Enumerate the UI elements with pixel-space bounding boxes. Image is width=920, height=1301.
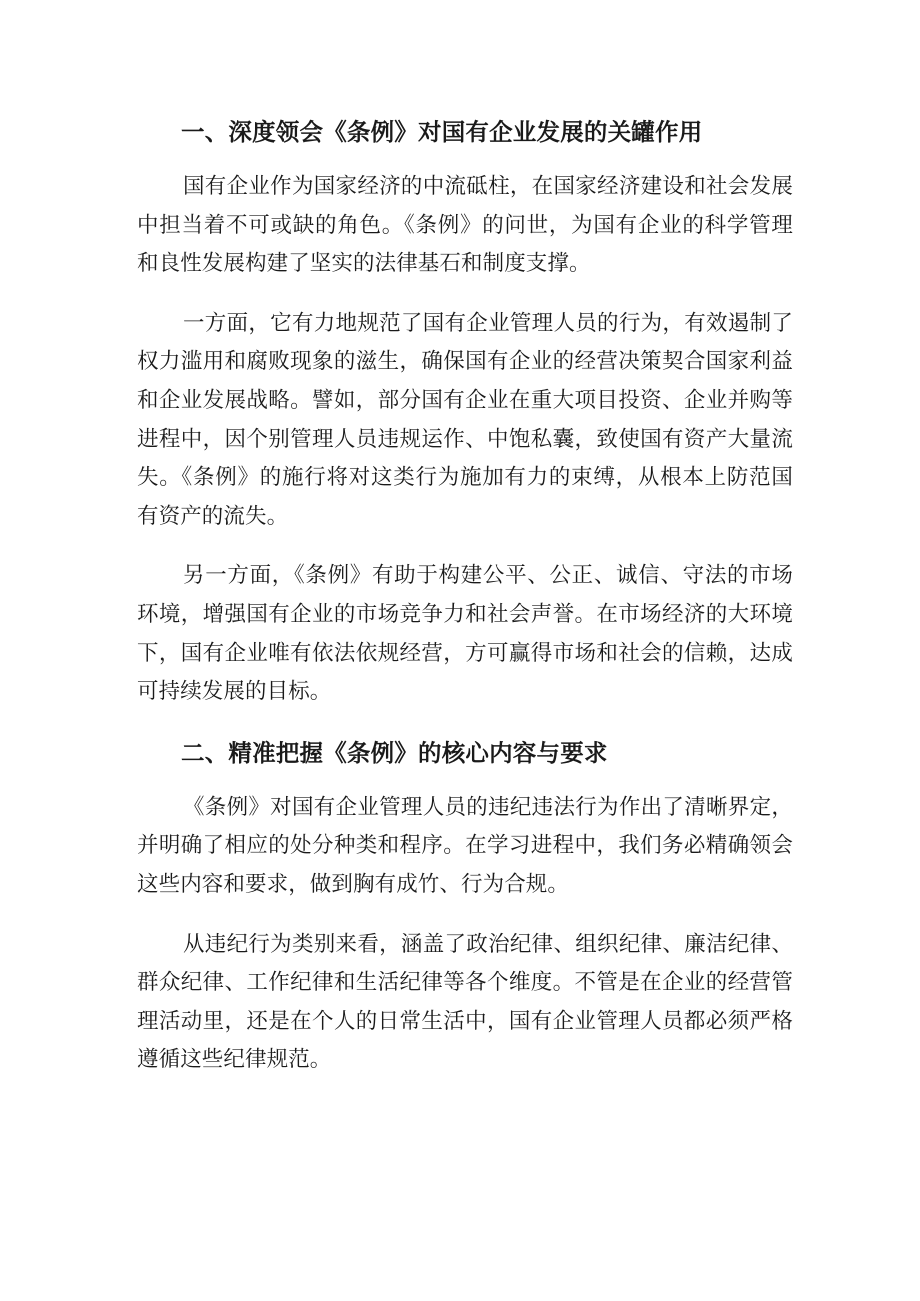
section-1-paragraph-3: 另一方面，《条例》有助于构建公平、公正、诚信、守法的市场环境，增强国有企业的市场竞争力和社会声誉。在市场经济的大环境下，国有企业唯有依法依规经营，方可赢得市场和社会的信赖，达成可持续发展的目标。: [137, 563, 793, 705]
section-2-heading: 二、精准把握《条例》的核心内容与要求: [181, 738, 608, 767]
section-2-paragraph-2: 从违纪行为类别来看，涵盖了政治纪律、组织纪律、廉洁纪律、群众纪律、工作纪律和生活纪律等各个维度。不管是在企业的经营管理活动里，还是在个人的日常生活中，国有企业管理人员都必须严格遵循这些纪律规范。: [137, 931, 793, 1073]
section-2-paragraph-1: 《条例》对国有企业管理人员的违纪违法行为作出了清晰界定，并明确了相应的处分种类和程序。在学习进程中，我们务必精确领会这些内容和要求，做到胸有成竹、行为合规。: [137, 794, 793, 897]
section-1-paragraph-1: 国有企业作为国家经济的中流砥柱，在国家经济建设和社会发展中担当着不可或缺的角色。《条例》的问世，为国有企业的科学管理和良性发展构建了坚实的法律基石和制度支撑。: [137, 174, 793, 277]
document-body: [137, 112, 793, 1101]
section-1-heading: 一、深度领会《条例》对国有企业发展的关罐作用: [181, 118, 703, 146]
section-1-paragraph-2: 一方面，它有力地规范了国有企业管理人员的行为，有效遏制了权力滥用和腐败现象的滋生，确保国有企业的经营决策契合国家利益和企业发展战略。譬如，部分国有企业在重大项目投资、企业并购等进程中，因个别管理人员违规运作、中饱私囊，致使国有资产大量流失。《条例》的施行将对这类行为施加有力的束缚，从根本上防范国有资产的流失。: [137, 310, 793, 529]
